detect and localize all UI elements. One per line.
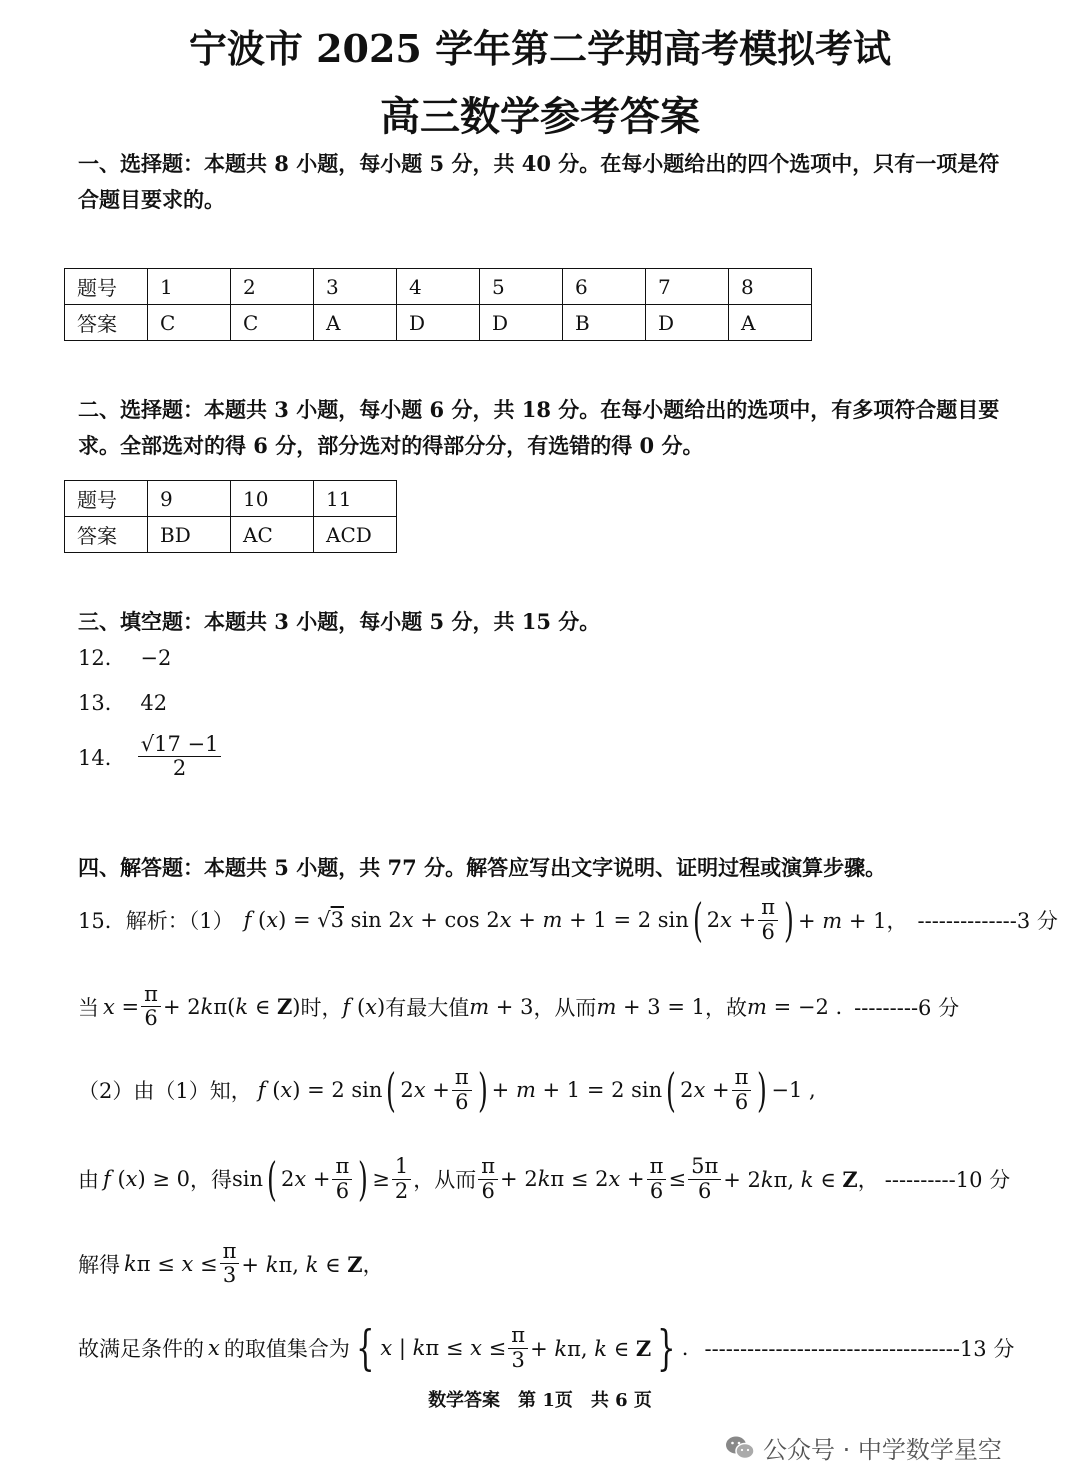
section2-answer-table	[64, 480, 397, 553]
answer-cell: AC	[231, 517, 314, 553]
text-solve: 解得	[78, 1252, 120, 1277]
question-number: 8	[729, 269, 812, 305]
q15-line4: 由 f (x) ≥ 0 ，得 sin ( 2x + $\frac{\pi}{6}$ ) ≥ $\frac{1}{2}$ ，从而 $\frac{\pi}{6}$ + 2kπ ≤ 2x + $\frac{\pi}{6}$ ≤ $\frac{5\pi}{6}$ + 2kπ, k ∈ Z， ----------10 分	[78, 1152, 1011, 1206]
text-final2: 的取值集合为	[223, 1337, 350, 1361]
question-number: 4	[397, 269, 480, 305]
row-label: 题号	[65, 481, 148, 517]
text-final: 故满足条件的	[78, 1337, 204, 1361]
watermark-text: 公众号 · 中学数学星空	[763, 1436, 1002, 1464]
fill-answer-13	[78, 687, 167, 717]
section2-heading: 二、选择题：本题共 3 小题，每小题 6 分，共 18 分。在每小题给出的选项中，有多项符合题目要求。全部选对的得 6 分，部分选对的得部分分，有选错的得 0 分。	[78, 397, 1000, 458]
row-label: 答案	[65, 305, 148, 341]
answer-cell: A	[314, 305, 397, 341]
question-number: 11	[314, 481, 397, 517]
answer-cell: C	[231, 305, 314, 341]
exam-title: 宁波市 2025 学年第二学期高考模拟考试	[188, 26, 892, 71]
score-mark: --------------3 分	[917, 909, 1058, 933]
answer-cell: D	[480, 305, 563, 341]
text-thus: ，从而	[533, 995, 597, 1020]
table-row	[65, 481, 397, 517]
table-row	[65, 305, 812, 341]
question-number: 1	[148, 269, 231, 305]
section1-answer-table	[64, 268, 812, 341]
question-number: 9	[148, 481, 231, 517]
answer-key-title: 高三数学参考答案	[380, 93, 700, 140]
section1-heading: 一、选择题：本题共 8 小题，每小题 5 分，共 40 分。在每小题给出的四个选项中，只有一项是符合题目要求的。	[78, 151, 1000, 212]
row-label: 答案	[65, 517, 148, 553]
answer-cell: A	[729, 305, 812, 341]
q15-line1: 15．解析：（1） f (x) = √3 sin 2x + cos 2x + m + 1 = 2 sin ( 2x + $\frac{\pi}{6}$ ) + m + 1， --------------3 分	[78, 893, 1058, 947]
section4-heading: 四、解答题：本题共 5 小题，共 77 分。解答应写出文字说明、证明过程或演算步骤。	[78, 855, 887, 880]
table-row	[65, 269, 812, 305]
question-number: 6	[563, 269, 646, 305]
item-answer: −2	[140, 646, 172, 670]
row-label: 题号	[65, 269, 148, 305]
score-mark: ---------6 分	[854, 995, 960, 1020]
question-number: 7	[646, 269, 729, 305]
q15-line3: （2）由（1）知， f (x) = 2 sin ( 2x + $\frac{\pi}{6}$ ) + m + 1 = 2 sin ( 2x + $\frac{\pi}{6}$ ) −1 ,	[78, 1063, 816, 1117]
fill-answer-12	[78, 642, 171, 672]
text-hence: ，从而	[413, 1168, 477, 1192]
text-max: 有最大值	[385, 995, 470, 1020]
question-number: 5	[480, 269, 563, 305]
text-so: ，故	[704, 995, 747, 1020]
item-number: 12．	[78, 646, 126, 670]
q15-line6: 故满足条件的 x 的取值集合为 { x | kπ ≤ x ≤ $\frac{\pi}{3}$ + kπ, k ∈ Z } . ------------------------------------13 分	[78, 1320, 1015, 1376]
part2-label: （2）由（1）知，	[78, 1079, 252, 1103]
text-when: 当	[78, 995, 99, 1020]
page-footer: 数学答案 第 1页 共 6 页	[428, 1390, 652, 1411]
answer-cell: D	[397, 305, 480, 341]
text-time: 时，	[300, 995, 343, 1020]
question-number: 2	[231, 269, 314, 305]
table-row	[65, 517, 397, 553]
text-get: ，得	[190, 1168, 232, 1192]
question-number: 10	[231, 481, 314, 517]
score-mark: ------------------------------------13 分	[704, 1337, 1015, 1361]
q15-line5: 解得 kπ ≤ x ≤ $\frac{\pi}{3}$ + kπ, k ∈ Z，	[78, 1239, 384, 1288]
wechat-icon	[725, 1435, 755, 1461]
answer-cell: D	[646, 305, 729, 341]
text-from: 由	[78, 1168, 99, 1192]
answer-cell: B	[563, 305, 646, 341]
answer-cell: ACD	[314, 517, 397, 553]
fraction-numerator: √17 −1	[138, 733, 222, 757]
answer-cell: C	[148, 305, 231, 341]
item-number: 14．	[78, 745, 126, 770]
answer-cell: BD	[148, 517, 231, 553]
section3-heading: 三、填空题：本题共 3 小题，每小题 5 分，共 15 分。	[78, 609, 601, 634]
score-mark: ----------10 分	[884, 1168, 1011, 1192]
answer-fraction	[138, 733, 222, 780]
q15-label: 15．解析：（1）	[78, 909, 234, 933]
watermark	[725, 1430, 1002, 1465]
fraction-denominator: 2	[172, 756, 187, 781]
fill-answer-14	[78, 733, 223, 780]
item-number: 13．	[78, 691, 126, 715]
item-answer: 42	[140, 691, 168, 715]
question-number: 3	[314, 269, 397, 305]
q15-line2: 当 x = $\frac{\pi}{6}$ + 2kπ(k ∈ Z) 时， f (x) 有最大值 m + 3 ，从而 m + 3 = 1 ，故 m = −2 . ---------6 分	[78, 982, 960, 1031]
